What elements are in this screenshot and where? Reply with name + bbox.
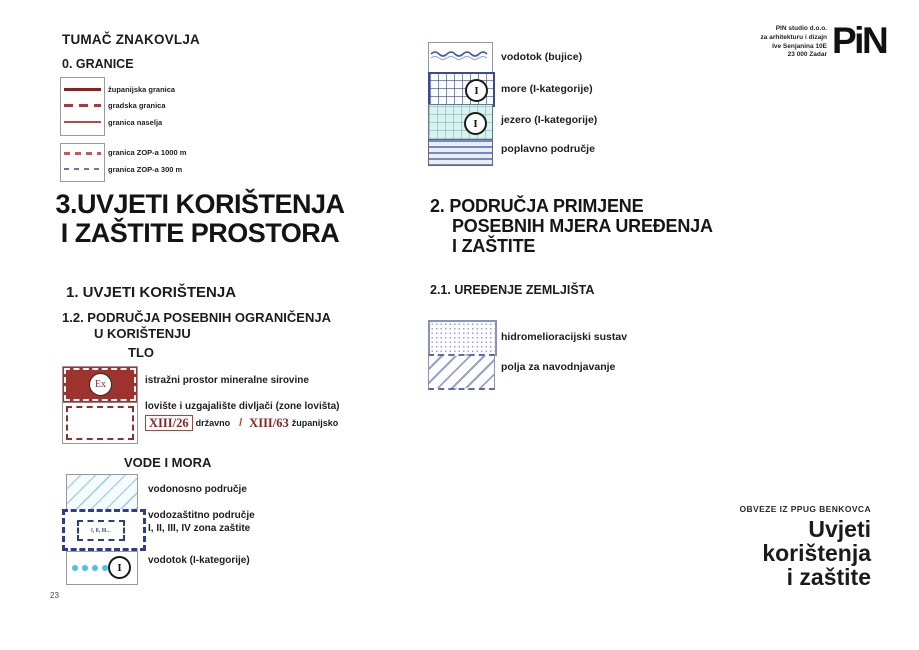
category-1-badge-icon: I: [464, 112, 487, 135]
main-title-line2: I ZAŠTITE PROSTORA: [60, 218, 340, 248]
main-title: [30, 190, 370, 248]
granica-zop-1000-line-swatch: [64, 152, 101, 155]
section2-heading: [430, 196, 713, 256]
zupanijska-granica-line-swatch: [64, 88, 101, 91]
legend-label: županijska granica: [108, 85, 176, 94]
legend-label: granica naselja: [108, 118, 163, 127]
vodotok-swatch: [66, 551, 138, 585]
section2-heading-line2: POSEBNIH MJERA UREĐENJA: [452, 216, 713, 236]
istrazni-prostor-swatch: [63, 367, 137, 403]
footer-title-line3: i zaštite: [786, 564, 871, 590]
firm-address-block: [741, 25, 827, 60]
dot-icon: [82, 565, 88, 571]
category-1-badge-icon: I: [465, 79, 488, 102]
vodozastitno-podrucje-swatch: [62, 509, 146, 551]
vodotok-bujice-swatch: [428, 42, 493, 74]
state-code-label: državno: [195, 418, 231, 428]
red-dashed-border: [66, 406, 134, 440]
page-number: 23: [50, 591, 59, 600]
section1-2-heading-line1: 1.2. PODRUČJA POSEBNIH OGRANIČENJA: [62, 310, 331, 325]
tlo-heading: TLO: [128, 345, 154, 360]
legend-label: vodonosno područje: [148, 484, 247, 495]
granice-swatch-box-2: [60, 143, 105, 182]
main-title-line1: 3.UVJETI KORIŠTENJA: [55, 189, 345, 219]
dot-icon: [72, 565, 78, 571]
granice-swatch-box-1: [60, 77, 105, 136]
firm-line2: za arhitekturu i dizajn: [760, 33, 827, 41]
loviste-code-row: [145, 415, 338, 431]
state-hunting-code: XIII/26: [145, 415, 193, 431]
legend-label: lovište i uzgajalište divljači (zone lovišta): [145, 401, 340, 412]
ex-mineral-badge-icon: Ex: [89, 373, 112, 396]
section1-heading: 1. UVJETI KORIŠTENJA: [66, 284, 237, 301]
hidromelioracijski-sustav-swatch: [428, 320, 497, 356]
legend-label: hidromelioracijski sustav: [501, 331, 628, 343]
legend-label: more (I-kategorije): [501, 83, 593, 95]
loviste-swatch: [63, 403, 137, 443]
gradska-granica-line-swatch: [64, 104, 101, 107]
legend-label: I, II, III, IV zona zaštite: [148, 523, 251, 534]
footer-title-line1: Uvjeti: [808, 516, 871, 542]
footer-kicker: OBVEZE IZ PPUG BENKOVCA: [739, 504, 871, 514]
section-granice-heading: 0. GRANICE: [62, 57, 134, 71]
zone-inner-box: I, II, III...: [77, 520, 125, 541]
section1-2-heading-line2: U KORIŠTENJU: [94, 326, 191, 341]
legend-label: vodotok (bujice): [501, 51, 583, 63]
footer-title-line2: korištenja: [762, 540, 871, 566]
legend-label: granica ZOP-a 1000 m: [108, 148, 187, 157]
legend-label: jezero (I-kategorije): [501, 114, 598, 126]
section2-heading-line3: I ZAŠTITE: [452, 236, 536, 256]
footer-title: [762, 517, 871, 589]
firm-line4: 23 000 Zadar: [787, 51, 827, 59]
legend-title: TUMAČ ZNAKOVLJA: [62, 32, 200, 47]
vodonosno-podrucje-swatch: [66, 474, 138, 510]
pin-studio-logo: PiN: [832, 20, 887, 61]
category-1-badge-icon: I: [108, 556, 131, 579]
legend-label: istražni prostor mineralne sirovine: [145, 375, 309, 386]
dot-icon: [92, 565, 98, 571]
legend-label: vodotok (I-kategorije): [148, 555, 250, 566]
code-separator: /: [239, 417, 243, 429]
county-hunting-code: XIII/63: [249, 415, 289, 430]
legend-label: poplavno područje: [501, 143, 595, 155]
firm-line3: Ive Senjanina 10E: [772, 42, 827, 50]
legend-label: vodozaštitno područje: [148, 510, 255, 521]
legend-label: polja za navodnjavanje: [501, 361, 616, 373]
tlo-swatch-box: [62, 366, 138, 444]
legend-label: granica ZOP-a 300 m: [108, 165, 183, 174]
legend-label: gradska granica: [108, 101, 166, 110]
county-code-label: županijsko: [291, 418, 339, 428]
vode-heading: VODE I MORA: [124, 455, 212, 470]
section2-1-heading: 2.1. UREĐENJE ZEMLJIŠTA: [430, 283, 595, 297]
granica-zop-300-line-swatch: [64, 168, 101, 170]
poplavno-podrucje-swatch: [428, 139, 493, 166]
more-swatch: [428, 72, 495, 107]
polja-za-navodnjavanje-swatch: [428, 354, 495, 390]
granica-naselja-line-swatch: [64, 121, 101, 123]
firm-name: PIN studio d.o.o.: [775, 25, 827, 32]
wave-icon: [429, 43, 490, 71]
jezero-swatch: [428, 104, 493, 140]
section2-heading-line1: 2. PODRUČJA PRIMJENE: [430, 196, 644, 216]
